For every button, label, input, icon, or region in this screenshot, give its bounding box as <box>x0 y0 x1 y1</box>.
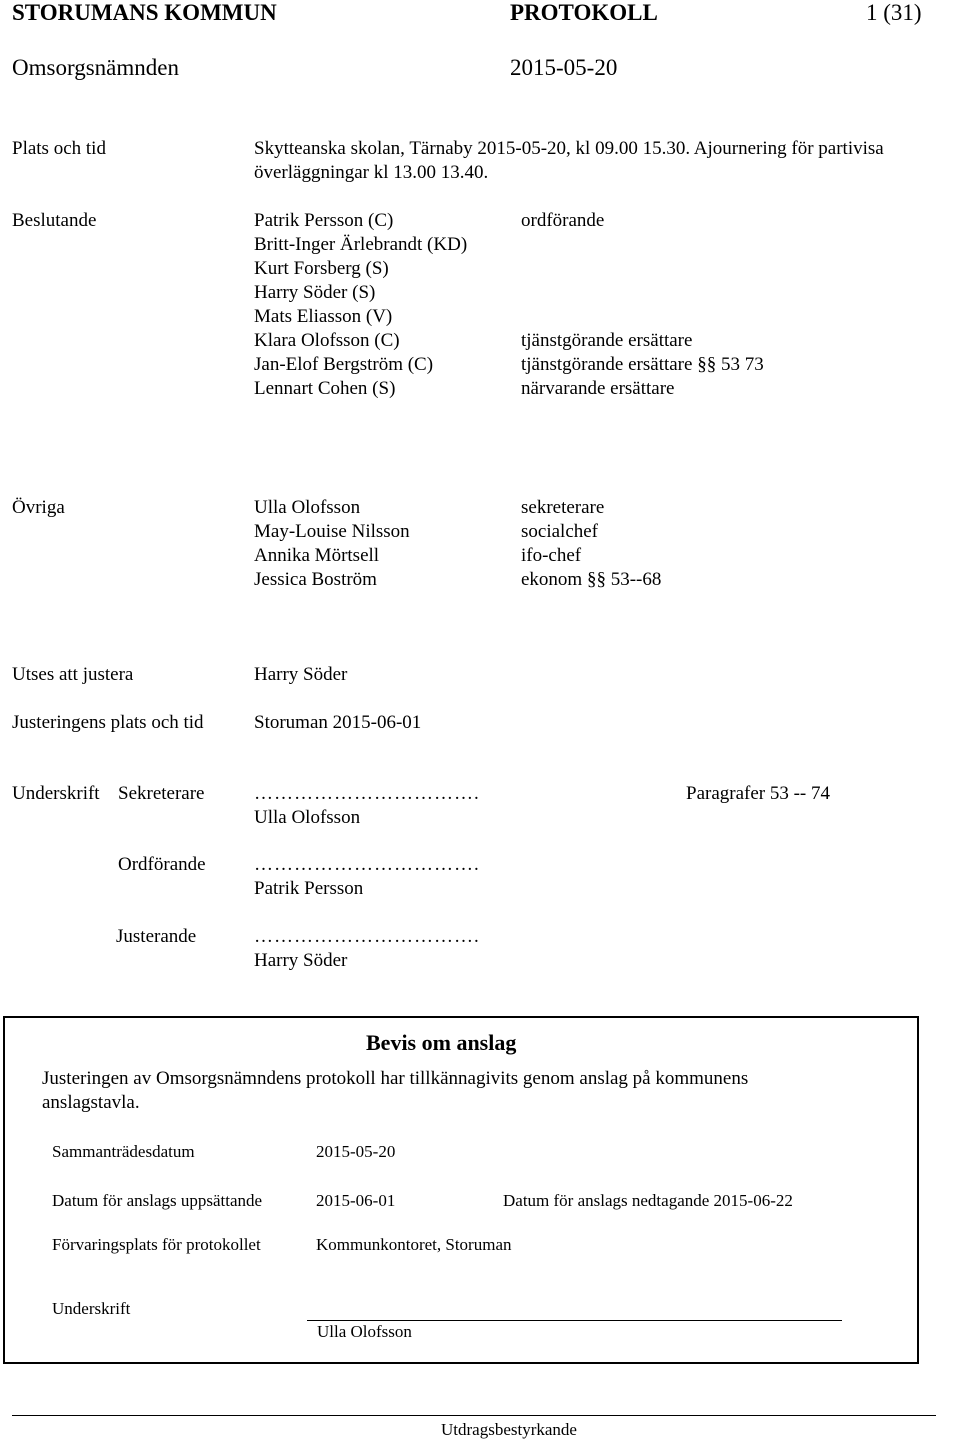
justering-plats-value: Storuman 2015-06-01 <box>254 712 422 733</box>
member-role: närvarande ersättare <box>521 378 675 399</box>
member-name: Jessica Boström <box>254 569 377 590</box>
utdragsbestyrkande: Utdragsbestyrkande <box>441 1420 577 1439</box>
member-name: Annika Mörtsell <box>254 545 380 566</box>
member-name: Patrik Persson (C) <box>254 210 394 231</box>
member-role: ifo-chef <box>521 545 582 566</box>
header-date: 2015-05-20 <box>510 55 618 80</box>
footer-line <box>12 1415 936 1416</box>
member-name: Harry Söder (S) <box>254 282 376 303</box>
member-role: tjänstgörande ersättare §§ 53 73 <box>521 354 764 375</box>
sammantrade-value: 2015-05-20 <box>316 1142 396 1161</box>
member-name: Britt-Inger Ärlebrandt (KD) <box>254 234 468 255</box>
body-name: Omsorgsnämnden <box>12 55 179 80</box>
member-name: Klara Olofsson (C) <box>254 330 400 351</box>
member-name: May-Louise Nilsson <box>254 521 410 542</box>
bevis-underskrift-name: Ulla Olofsson <box>317 1322 412 1341</box>
plats-label: Plats och tid <box>12 138 106 159</box>
bevis-underskrift-label: Underskrift <box>52 1299 131 1318</box>
org-name: STORUMANS KOMMUN <box>12 0 277 25</box>
underskrift-label: Underskrift <box>12 783 100 804</box>
member-role: ekonom §§ 53--68 <box>521 569 662 590</box>
sekreterare-name: Ulla Olofsson <box>254 807 361 828</box>
beslutande-label: Beslutande <box>12 210 97 231</box>
ordforande-label: Ordförande <box>118 854 206 875</box>
signature-line-justerande: ……………………………. <box>254 926 480 947</box>
paragrafer: Paragrafer 53 -- 74 <box>686 783 831 804</box>
nedtagande: Datum för anslags nedtagande 2015-06-22 <box>503 1191 793 1210</box>
justerande-label: Justerande <box>116 926 197 947</box>
justera-value: Harry Söder <box>254 664 348 685</box>
member-name: Jan-Elof Bergström (C) <box>254 354 434 375</box>
member-role: sekreterare <box>521 497 605 518</box>
bevis-title: Bevis om anslag <box>366 1030 517 1055</box>
signature-line-ordforande: ……………………………. <box>254 854 480 875</box>
document-type: PROTOKOLL <box>510 0 658 25</box>
sammantrade-label: Sammanträdesdatum <box>52 1142 195 1161</box>
bevis-text-line1: Justeringen av Omsorgsnämndens protokoll har tillkännagivits genom anslag på kommunens <box>42 1068 749 1089</box>
page-number: 1 (31) <box>866 0 922 25</box>
member-name: Lennart Cohen (S) <box>254 378 396 399</box>
member-role: ordförande <box>521 210 605 231</box>
justera-label: Utses att justera <box>12 664 134 685</box>
bevis-text-line2: anslagstavla. <box>42 1092 140 1113</box>
member-name: Ulla Olofsson <box>254 497 361 518</box>
justerande-name: Harry Söder <box>254 950 348 971</box>
justering-plats-label: Justeringens plats och tid <box>12 712 204 733</box>
member-role: tjänstgörande ersättare <box>521 330 693 351</box>
plats-line2: överläggningar kl 13.00 13.40. <box>254 162 489 183</box>
forvaring-value: Kommunkontoret, Storuman <box>316 1235 512 1254</box>
uppsattande-value: 2015-06-01 <box>316 1191 396 1210</box>
plats-line1: Skytteanska skolan, Tärnaby 2015-05-20, kl 09.00 15.30. Ajournering för partivisa <box>254 138 884 159</box>
member-name: Mats Eliasson (V) <box>254 306 393 327</box>
signature-line-sekreterare: ……………………………. <box>254 783 480 804</box>
ordforande-name: Patrik Persson <box>254 878 364 899</box>
ovriga-label: Övriga <box>12 497 65 518</box>
sekreterare-label: Sekreterare <box>118 783 205 804</box>
uppsattande-label: Datum för anslags uppsättande <box>52 1191 263 1210</box>
signature-line-bevis <box>307 1320 842 1321</box>
member-role: socialchef <box>521 521 599 542</box>
member-name: Kurt Forsberg (S) <box>254 258 389 279</box>
forvaring-label: Förvaringsplats för protokollet <box>52 1235 261 1254</box>
